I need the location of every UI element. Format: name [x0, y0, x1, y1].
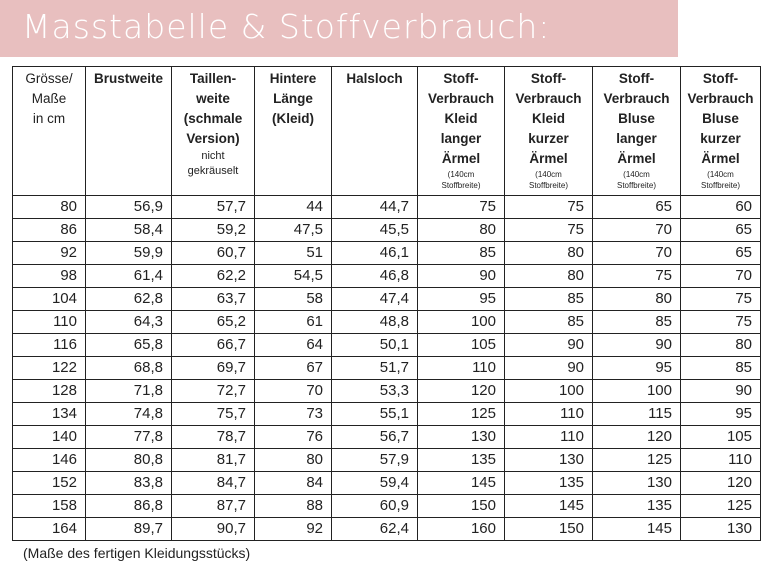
table-row [13, 403, 761, 426]
table-cell: 78,7 [172, 426, 255, 449]
table-cell: 53,3 [332, 380, 418, 403]
table-row [13, 265, 761, 288]
table-cell: 85 [418, 242, 505, 265]
table-cell: 80 [255, 449, 332, 472]
table-cell: 86,8 [86, 495, 172, 518]
header-fabric-dress-long: Stoff- Verbrauch Kleid langer Ärmel (140cm Stoffbreite) [418, 67, 505, 196]
table-cell: 65 [681, 219, 761, 242]
table-cell: 58 [255, 288, 332, 311]
table-cell: 125 [681, 495, 761, 518]
table-cell: 135 [593, 495, 681, 518]
title-banner [0, 0, 678, 57]
table-cell: 61,4 [86, 265, 172, 288]
table-cell: 110 [13, 311, 86, 334]
table-cell: 63,7 [172, 288, 255, 311]
table-cell: 125 [593, 449, 681, 472]
table-cell: 48,8 [332, 311, 418, 334]
table-cell: 110 [505, 426, 593, 449]
table-cell: 65,2 [172, 311, 255, 334]
table-cell: 70 [255, 380, 332, 403]
table-cell: 47,5 [255, 219, 332, 242]
table-row [13, 288, 761, 311]
table-cell: 98 [13, 265, 86, 288]
table-cell: 60,9 [332, 495, 418, 518]
table-cell: 164 [13, 518, 86, 541]
table-cell: 145 [505, 495, 593, 518]
table-cell: 70 [593, 242, 681, 265]
table-cell: 90,7 [172, 518, 255, 541]
table-cell: 88 [255, 495, 332, 518]
table-cell: 116 [13, 334, 86, 357]
table-cell: 90 [418, 265, 505, 288]
table-cell: 75 [418, 196, 505, 219]
table-row [13, 518, 761, 541]
table-cell: 105 [681, 426, 761, 449]
table-cell: 75 [505, 196, 593, 219]
table-cell: 158 [13, 495, 86, 518]
table-row [13, 311, 761, 334]
table-cell: 61 [255, 311, 332, 334]
table-cell: 100 [505, 380, 593, 403]
table-cell: 46,1 [332, 242, 418, 265]
header-waist: Taillen- weite (schmale Version) nicht gekräuselt [172, 67, 255, 196]
table-cell: 90 [593, 334, 681, 357]
table-cell: 87,7 [172, 495, 255, 518]
table-cell: 110 [505, 403, 593, 426]
table-cell: 105 [418, 334, 505, 357]
table-row [13, 219, 761, 242]
table-cell: 64,3 [86, 311, 172, 334]
table-cell: 110 [681, 449, 761, 472]
table-cell: 66,7 [172, 334, 255, 357]
table-cell: 75 [681, 288, 761, 311]
table-cell: 60,7 [172, 242, 255, 265]
table-cell: 72,7 [172, 380, 255, 403]
table-cell: 85 [593, 311, 681, 334]
table-cell: 55,1 [332, 403, 418, 426]
table-cell: 135 [418, 449, 505, 472]
table-cell: 64 [255, 334, 332, 357]
table-cell: 90 [681, 380, 761, 403]
table-cell: 65,8 [86, 334, 172, 357]
table-cell: 122 [13, 357, 86, 380]
table-cell: 130 [418, 426, 505, 449]
table-cell: 80 [505, 242, 593, 265]
footnote: (Maße des fertigen Kleidungsstücks) [23, 545, 251, 561]
table-body [13, 196, 761, 541]
table-cell: 85 [505, 288, 593, 311]
table-cell: 80 [593, 288, 681, 311]
table-cell: 75,7 [172, 403, 255, 426]
table-cell: 80 [505, 265, 593, 288]
table-cell: 95 [681, 403, 761, 426]
table-cell: 62,4 [332, 518, 418, 541]
table-cell: 85 [681, 357, 761, 380]
table-cell: 130 [593, 472, 681, 495]
table-cell: 44,7 [332, 196, 418, 219]
table-cell: 100 [418, 311, 505, 334]
table-cell: 115 [593, 403, 681, 426]
table-cell: 59,4 [332, 472, 418, 495]
header-bust: Brustweite [86, 67, 172, 196]
table-cell: 130 [681, 518, 761, 541]
table-cell: 92 [13, 242, 86, 265]
table-cell: 58,4 [86, 219, 172, 242]
table-cell: 44 [255, 196, 332, 219]
table-cell: 90 [505, 334, 593, 357]
page-title: Masstabelle & Stoffverbrauch: [22, 7, 551, 46]
table-cell: 85 [505, 311, 593, 334]
table-cell: 51 [255, 242, 332, 265]
table-cell: 130 [505, 449, 593, 472]
table-cell: 104 [13, 288, 86, 311]
table-cell: 54,5 [255, 265, 332, 288]
table-cell: 57,9 [332, 449, 418, 472]
table-row [13, 472, 761, 495]
header-size: Grösse/ Maße in cm [13, 67, 86, 196]
table-cell: 110 [418, 357, 505, 380]
table-cell: 51,7 [332, 357, 418, 380]
table-cell: 95 [593, 357, 681, 380]
table-cell: 59,9 [86, 242, 172, 265]
table-row [13, 380, 761, 403]
table-row [13, 242, 761, 265]
table-cell: 69,7 [172, 357, 255, 380]
table-row [13, 449, 761, 472]
header-row [13, 67, 761, 196]
table-cell: 59,2 [172, 219, 255, 242]
table-cell: 57,7 [172, 196, 255, 219]
table-cell: 67 [255, 357, 332, 380]
table-cell: 65 [681, 242, 761, 265]
header-fabric-blouse-long: Stoff- Verbrauch Bluse langer Ärmel (140cm Stoffbreite) [593, 67, 681, 196]
table-cell: 77,8 [86, 426, 172, 449]
table-cell: 84,7 [172, 472, 255, 495]
table-cell: 95 [418, 288, 505, 311]
header-neckline: Halsloch [332, 67, 418, 196]
table-cell: 140 [13, 426, 86, 449]
table-cell: 46,8 [332, 265, 418, 288]
table-cell: 56,7 [332, 426, 418, 449]
table-cell: 150 [418, 495, 505, 518]
table-cell: 90 [505, 357, 593, 380]
table-cell: 120 [681, 472, 761, 495]
table-cell: 120 [418, 380, 505, 403]
table-cell: 152 [13, 472, 86, 495]
table-cell: 125 [418, 403, 505, 426]
header-fabric-dress-short: Stoff- Verbrauch Kleid kurzer Ärmel (140cm Stoffbreite) [505, 67, 593, 196]
table-cell: 76 [255, 426, 332, 449]
table-row [13, 426, 761, 449]
table-cell: 47,4 [332, 288, 418, 311]
table-cell: 150 [505, 518, 593, 541]
table-cell: 89,7 [86, 518, 172, 541]
table-row [13, 334, 761, 357]
table-cell: 120 [593, 426, 681, 449]
table-row [13, 495, 761, 518]
table-cell: 70 [593, 219, 681, 242]
table-cell: 50,1 [332, 334, 418, 357]
table-cell: 70 [681, 265, 761, 288]
table-cell: 56,9 [86, 196, 172, 219]
table-cell: 68,8 [86, 357, 172, 380]
table-cell: 145 [418, 472, 505, 495]
table-cell: 80 [418, 219, 505, 242]
table-cell: 92 [255, 518, 332, 541]
table-cell: 62,8 [86, 288, 172, 311]
table-cell: 146 [13, 449, 86, 472]
table-header [13, 67, 761, 196]
table-cell: 83,8 [86, 472, 172, 495]
table-cell: 65 [593, 196, 681, 219]
table-cell: 73 [255, 403, 332, 426]
table-cell: 75 [505, 219, 593, 242]
table-cell: 71,8 [86, 380, 172, 403]
table-cell: 84 [255, 472, 332, 495]
table-cell: 62,2 [172, 265, 255, 288]
table-cell: 45,5 [332, 219, 418, 242]
table-cell: 128 [13, 380, 86, 403]
table-cell: 81,7 [172, 449, 255, 472]
size-table [12, 66, 761, 541]
table-cell: 100 [593, 380, 681, 403]
table-cell: 80 [13, 196, 86, 219]
table-cell: 75 [593, 265, 681, 288]
table-cell: 80,8 [86, 449, 172, 472]
table-row [13, 196, 761, 219]
table-cell: 75 [681, 311, 761, 334]
table-cell: 160 [418, 518, 505, 541]
table-cell: 60 [681, 196, 761, 219]
table-cell: 135 [505, 472, 593, 495]
header-back-length: Hintere Länge (Kleid) [255, 67, 332, 196]
table-cell: 86 [13, 219, 86, 242]
table-cell: 134 [13, 403, 86, 426]
table-cell: 145 [593, 518, 681, 541]
table-row [13, 357, 761, 380]
table-cell: 80 [681, 334, 761, 357]
table-cell: 74,8 [86, 403, 172, 426]
header-fabric-blouse-short: Stoff- Verbrauch Bluse kurzer Ärmel (140cm Stoffbreite) [681, 67, 761, 196]
